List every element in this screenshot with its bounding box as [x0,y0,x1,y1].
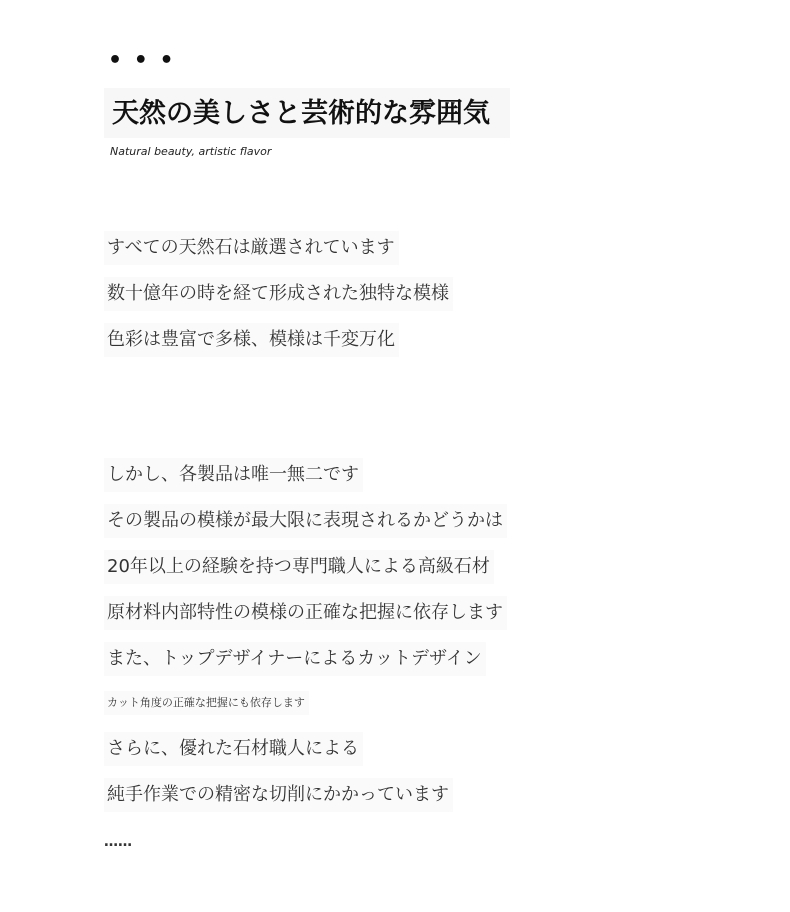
closing-ellipsis: …… [104,834,132,850]
page-title: 天然の美しさと芸術的な雰囲気 [112,98,490,129]
paragraph1-line-3: 色彩は豊富で多様、模様は千変万化 [104,323,399,357]
page-subtitle: Natural beauty, artistic flavor [110,145,272,158]
paragraph2-line-1: しかし、各製品は唯一無二です [104,458,363,492]
paragraph1-line-1: すべての天然石は厳選されています [104,231,399,265]
paragraph2-line-4: 原材料内部特性の模様の正確な把握に依存します [104,596,507,630]
paragraph2-line-3: 20年以上の経験を持つ専門職人による高級石材 [104,550,494,584]
paragraph2-line-5: また、トップデザイナーによるカットデザイン [104,642,486,676]
paragraph2-line-2: その製品の模様が最大限に表現されるかどうかは [104,504,507,538]
paragraph2-line-6: カット角度の正確な把握にも依存します [104,691,309,715]
paragraph2-line-7: さらに、優れた石材職人による [104,732,363,766]
decorative-ellipsis: • • • [108,48,176,73]
paragraph1-line-2: 数十億年の時を経て形成された独特な模様 [104,277,453,311]
paragraph2-line-8: 純手作業での精密な切削にかかっています [104,778,453,812]
